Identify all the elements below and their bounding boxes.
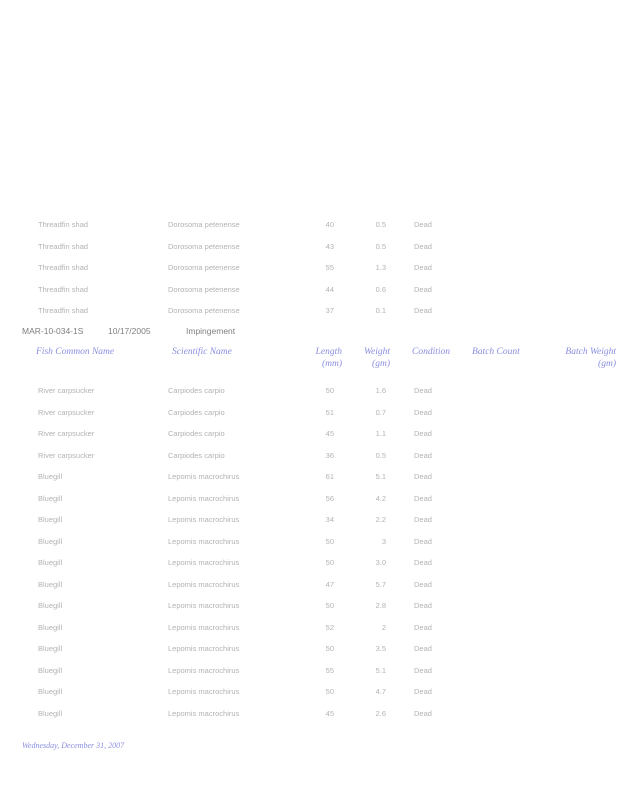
common-name: Threadfin shad xyxy=(38,220,89,229)
table-row xyxy=(0,220,618,234)
header-scientific-name: Scientific Name xyxy=(172,347,232,357)
condition-value: Dead xyxy=(414,665,432,675)
length-value: 56 xyxy=(325,493,334,503)
weight-value: 2.2 xyxy=(375,515,386,524)
sample-date: 10/17/2005 xyxy=(108,326,151,336)
condition-value: Dead xyxy=(414,601,432,610)
common-name: Bluegill xyxy=(38,622,63,632)
weight-value: 5.1 xyxy=(375,472,386,481)
weight-value: 1.6 xyxy=(375,386,386,395)
table-row xyxy=(0,451,618,465)
length-value: 40 xyxy=(325,220,334,229)
length-value: 45 xyxy=(325,708,334,718)
scientific-name: Carpiodes carpio xyxy=(168,429,225,438)
header-condition: Condition xyxy=(412,347,451,357)
length-value: 37 xyxy=(325,306,334,315)
condition-value: Dead xyxy=(414,407,432,417)
common-name: Bluegill xyxy=(38,708,63,718)
weight-value: 2 xyxy=(381,622,386,632)
weight-value: 2.6 xyxy=(375,708,386,718)
table-row xyxy=(0,709,618,723)
length-value: 50 xyxy=(325,536,334,546)
section-header xyxy=(22,326,618,340)
length-value: 50 xyxy=(325,644,334,653)
header-weight: Weight (gm) xyxy=(363,347,390,369)
table-row xyxy=(0,601,618,615)
condition-value: Dead xyxy=(414,284,432,294)
common-name: Bluegill xyxy=(38,644,63,653)
condition-value: Dead xyxy=(414,450,432,460)
sample-code: MAR-10-034-1S xyxy=(22,326,84,336)
condition-value: Dead xyxy=(414,263,432,272)
length-value: 55 xyxy=(325,665,334,675)
weight-value: 1.1 xyxy=(375,429,386,438)
table-row xyxy=(0,537,618,551)
length-value: 50 xyxy=(325,386,334,395)
condition-value: Dead xyxy=(414,220,432,229)
common-name: Bluegill xyxy=(38,515,63,524)
scientific-name: Dorosoma petenense xyxy=(168,263,240,272)
condition-value: Dead xyxy=(414,687,432,696)
length-value: 47 xyxy=(325,579,334,589)
scientific-name: Carpiodes carpio xyxy=(168,386,225,395)
table-row xyxy=(0,580,618,594)
common-name: Bluegill xyxy=(38,579,63,589)
scientific-name: Lepomis macrochirus xyxy=(168,558,240,567)
table-row xyxy=(0,687,618,701)
header-length: Length (mm) xyxy=(315,347,342,369)
condition-value: Dead xyxy=(414,241,432,251)
scientific-name: Carpiodes carpio xyxy=(168,450,225,460)
condition-value: Dead xyxy=(414,558,432,567)
common-name: Threadfin shad xyxy=(38,241,89,251)
weight-value: 1.3 xyxy=(375,263,386,272)
condition-value: Dead xyxy=(414,536,432,546)
condition-value: Dead xyxy=(414,493,432,503)
weight-value: 4.2 xyxy=(375,493,386,503)
length-value: 50 xyxy=(325,558,334,567)
weight-value: 5.1 xyxy=(375,665,386,675)
scientific-name: Lepomis macrochirus xyxy=(168,579,240,589)
common-name: Threadfin shad xyxy=(38,306,89,315)
table-row xyxy=(0,623,618,637)
length-value: 36 xyxy=(325,450,334,460)
common-name: Bluegill xyxy=(38,687,63,696)
length-value: 44 xyxy=(325,284,334,294)
condition-value: Dead xyxy=(414,386,432,395)
condition-value: Dead xyxy=(414,306,432,315)
scientific-name: Lepomis macrochirus xyxy=(168,644,240,653)
scientific-name: Lepomis macrochirus xyxy=(168,601,240,610)
table-row xyxy=(0,408,618,422)
scientific-name: Lepomis macrochirus xyxy=(168,622,240,632)
common-name: River carpsucker xyxy=(38,450,95,460)
table-row xyxy=(0,429,618,443)
length-value: 61 xyxy=(325,472,334,481)
length-value: 51 xyxy=(325,407,334,417)
weight-value: 0.7 xyxy=(375,407,386,417)
header-batch-count: Batch Count xyxy=(472,347,520,357)
weight-value: 0.5 xyxy=(375,220,386,229)
scientific-name: Lepomis macrochirus xyxy=(168,536,240,546)
scientific-name: Carpiodes carpio xyxy=(168,407,225,417)
common-name: Bluegill xyxy=(38,665,63,675)
condition-value: Dead xyxy=(414,708,432,718)
common-name: River carpsucker xyxy=(38,386,95,395)
length-value: 34 xyxy=(325,515,334,524)
scientific-name: Dorosoma petenense xyxy=(168,306,240,315)
table-row xyxy=(0,306,618,320)
length-value: 45 xyxy=(325,429,334,438)
header-batch-weight: Batch Weight (gm) xyxy=(565,347,616,369)
sample-method: Impingement xyxy=(186,326,236,336)
condition-value: Dead xyxy=(414,579,432,589)
weight-value: 3.0 xyxy=(375,558,386,567)
length-value: 43 xyxy=(325,241,334,251)
scientific-name: Dorosoma petenense xyxy=(168,284,240,294)
table-row xyxy=(0,285,618,299)
length-value: 50 xyxy=(325,687,334,696)
common-name: Bluegill xyxy=(38,601,63,610)
weight-value: 3 xyxy=(381,536,386,546)
scientific-name: Dorosoma petenense xyxy=(168,220,240,229)
scientific-name: Lepomis macrochirus xyxy=(168,708,240,718)
condition-value: Dead xyxy=(414,429,432,438)
length-value: 52 xyxy=(325,622,334,632)
footer-date: Wednesday, December 31, 2007 xyxy=(22,741,125,750)
common-name: Threadfin shad xyxy=(38,284,89,294)
table-row xyxy=(0,666,618,680)
table-row xyxy=(0,494,618,508)
weight-value: 0.5 xyxy=(375,450,386,460)
condition-value: Dead xyxy=(414,515,432,524)
common-name: Bluegill xyxy=(38,558,63,567)
table-row xyxy=(0,263,618,277)
common-name: Bluegill xyxy=(38,536,63,546)
table-row xyxy=(0,515,618,529)
weight-value: 0.6 xyxy=(375,284,386,294)
column-headers xyxy=(0,346,618,376)
weight-value: 0.5 xyxy=(375,241,386,251)
table-row xyxy=(0,644,618,658)
table-row xyxy=(0,386,618,400)
common-name: River carpsucker xyxy=(38,429,95,438)
common-name: Bluegill xyxy=(38,472,63,481)
scientific-name: Lepomis macrochirus xyxy=(168,687,240,696)
scientific-name: Lepomis macrochirus xyxy=(168,665,240,675)
common-name: Threadfin shad xyxy=(38,263,89,272)
scientific-name: Lepomis macrochirus xyxy=(168,515,240,524)
common-name: River carpsucker xyxy=(38,407,95,417)
length-value: 50 xyxy=(325,601,334,610)
header-common-name: Fish Common Name xyxy=(36,347,115,357)
scientific-name: Dorosoma petenense xyxy=(168,241,240,251)
weight-value: 3.5 xyxy=(375,644,386,653)
condition-value: Dead xyxy=(414,472,432,481)
weight-value: 2.8 xyxy=(375,601,386,610)
scientific-name: Lepomis macrochirus xyxy=(168,493,240,503)
weight-value: 5.7 xyxy=(375,579,386,589)
table-row xyxy=(0,242,618,256)
table-row xyxy=(0,558,618,572)
condition-value: Dead xyxy=(414,622,432,632)
length-value: 55 xyxy=(325,263,334,272)
weight-value: 0.1 xyxy=(375,306,386,315)
table-row xyxy=(0,472,618,486)
weight-value: 4.7 xyxy=(375,687,386,696)
condition-value: Dead xyxy=(414,644,432,653)
common-name: Bluegill xyxy=(38,493,63,503)
scientific-name: Lepomis macrochirus xyxy=(168,472,240,481)
